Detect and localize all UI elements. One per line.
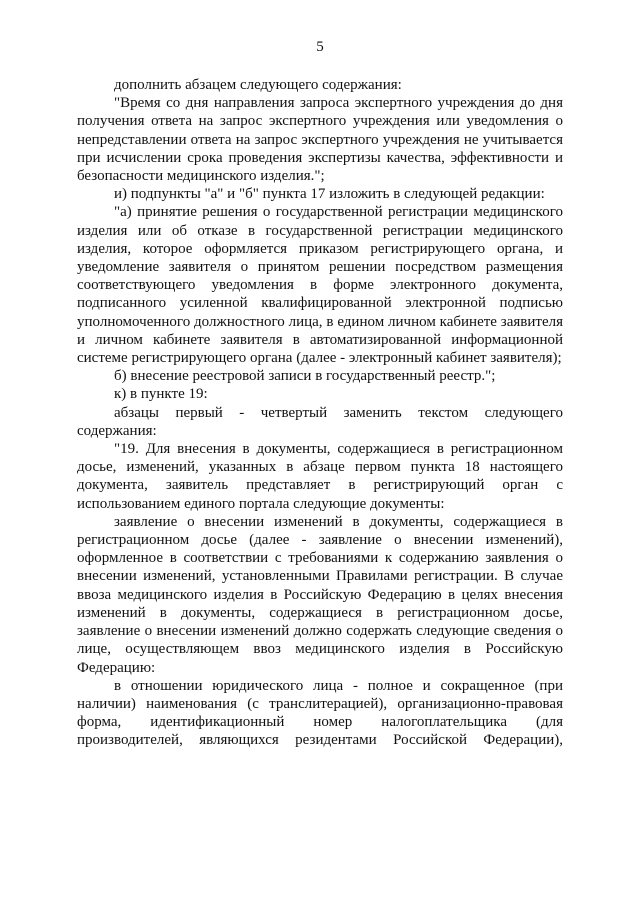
paragraph-item-k: к) в пункте 19: (114, 386, 208, 403)
document-body (77, 76, 563, 750)
page-number: 5 (316, 39, 324, 55)
paragraph-replace-paragraphs: абзацы первый - четвертый заменить текстом следующего содержания: (77, 404, 563, 439)
paragraph-quote-time-period: "Время со дня направления запроса экспертного учреждения до дня получения ответа на запрос экспертного учреждения или уведомления о непредставлении ответа на запрос экспертного учреждения не учитывается при исчислении срока проведения экспертизы качества, эффективности и безопасности медицинского изделия."; (77, 95, 563, 185)
paragraph-add-clause: дополнить абзацем следующего содержания: (114, 77, 402, 93)
paragraph-legal-entity: в отношении юридического лица - полное и сокращенное (при наличии) наименования (с транслитерацией), организационно-правовая форма, идентификационный номер налогоплательщика (для производителей, являющихся резидентами Российской Федерации), (77, 677, 563, 749)
paragraph-subitems-17: и) подпункты "а" и "б" пункта 17 изложить в следующей редакции: (114, 186, 545, 203)
paragraph-subitem-a: "а) принятие решения о государственной регистрации медицинского изделия или об отказе в государственной регистрации медицинского изделия, которое оформляется приказом регистрирующего органа, и уведомление заявителя о принятом решении посредством размещения соответствующего уведомления в форме электронного документа, подписанного усиленной квалифицированной электронной подписью уполномоченного должностного лица, в едином личном кабинете заявителя и личном кабинете заявителя в автоматизированной информационной системе регистрирующего органа (далее - электронный кабинет заявителя); (77, 204, 563, 367)
paragraph-subitem-b: б) внесение реестровой записи в государственный реестр."; (114, 368, 496, 385)
paragraph-application: заявление о внесении изменений в документы, содержащиеся в регистрационном досье (далее - заявление о внесении изменений), оформленное в соответствии с требованиями к содержанию заявления о внесении изменений, установленными Правилами регистрации. В случае ввоза медицинского изделия в Российскую Федерацию в целях внесения изменений в документы, содержащиеся в регистрационном досье, заявление о внесении изменений должно содержать следующие сведения о лице, осуществляющем ввоз медицинского изделия в Российскую Федерацию: (77, 513, 563, 676)
paragraph-item-19: "19. Для внесения в документы, содержащиеся в регистрационном досье, изменений, указанных в абзаце первом пункта 18 настоящего документа, заявитель представляет в регистрирующий орган с использованием единого портала следующие документы: (77, 441, 563, 512)
